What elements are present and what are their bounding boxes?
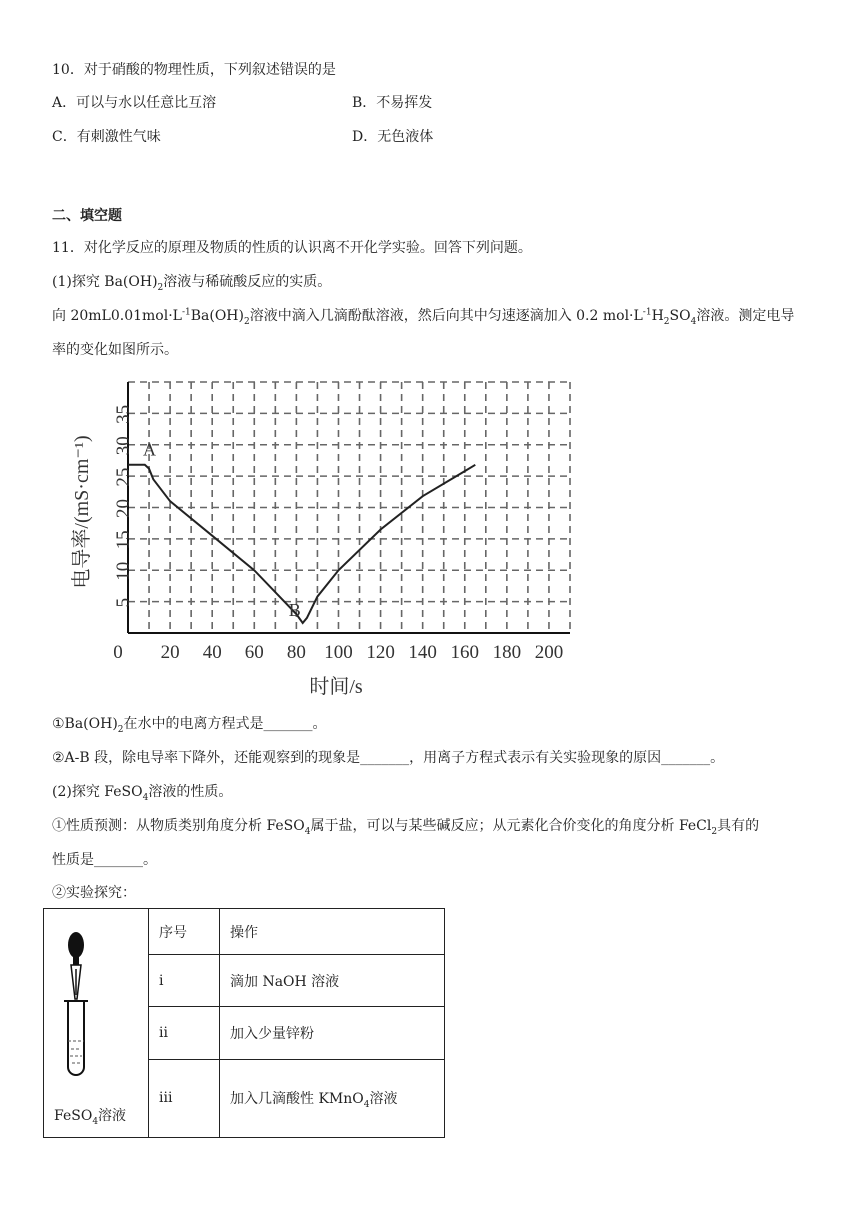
q11-experiment-title: ②实验探究： [52,885,136,901]
y-tick-label: 15 [113,530,134,550]
q11-stem: 11．对化学反应的原理及物质的性质的认识离不开化学实验。回答下列问题。 [52,240,532,256]
x-tick-label: 100 [324,642,353,663]
header-op: 操作 [220,909,445,955]
y-tick-label: 35 [113,404,134,424]
x-tick-label: 200 [534,642,564,663]
x-tick-label: 80 [286,642,306,663]
dropper-test-tube-icon [44,909,148,1137]
header-seq: 序号 [149,909,220,955]
q11-description: 向 $20mL0.01mol\cdot L^{-1}Ba(OH)_2$溶液中滴入几滴酚酞溶液，然后向其中匀速逐滴加入 0.2 $mol\cdot L^{-1}H_2SO_4$溶液。测定电导 [52,307,795,327]
row-seq: i [149,955,220,1007]
row-op: 加入几滴酸性 KMnO$_4$溶液 [220,1059,445,1137]
x-tick-label: 20 [160,642,180,663]
q11-part1-title: (1)探究 $Ba(OH)_2$溶液与稀硫酸反应的实质。 [52,274,332,293]
q11-sub1: $①Ba(OH)_2$在水中的电离方程式是_______。 [52,716,327,735]
y-axis-label: 电导率/(mS·cm⁻¹) [71,435,93,589]
q11-description-line2: 率的变化如图所示。 [52,342,178,358]
q10-option-a: A．可以与水以任意比互溶 [52,95,217,111]
q10-option-d: D．无色液体 [352,129,434,145]
y-tick-label: 30 [113,436,134,456]
y-tick-label: 5 [113,597,134,608]
row-seq: iii [149,1059,220,1137]
q10-option-b: B．不易挥发 [352,95,433,111]
row-seq: ii [149,1007,220,1059]
annotation-b: B [288,599,301,620]
x-tick-label: 140 [408,642,437,663]
row-op: 加入少量锌粉 [220,1007,445,1059]
chart-grid [128,382,570,633]
annotation-a: A [143,439,157,460]
x-tick-label: 60 [244,642,264,663]
y-tick-label: 25 [113,467,134,487]
q10-stem: 10．对于硝酸的物理性质，下列叙述错误的是 [52,62,336,78]
x-tick-label: 180 [492,642,522,663]
q10-option-c: C．有刺激性气味 [52,129,161,145]
section-title: 二、填空题 [52,208,122,224]
q11-prediction-line2: 性质是_______。 [52,852,157,868]
apparatus-cell [44,909,149,1138]
x-tick-label: 0 [113,642,123,663]
y-tick-label: 20 [113,499,134,518]
q11-part2-title: (2)探究 FeSO$_4$溶液的性质。 [52,784,233,803]
x-tick-label: 160 [450,642,480,663]
y-tick-label: 10 [113,561,134,581]
conductivity-chart [60,372,580,702]
q11-prediction: ①性质预测：从物质类别角度分析 FeSO$_4$属于盐，可以与某些碱反应；从元素化合价变化的角度分析 FeCl$_2$具有的 [52,818,760,837]
row-op: 滴加 NaOH 溶液 [220,955,445,1007]
q11-sub2: ②A-B 段，除电导率下降外，还能观察到的现象是_______，用离子方程式表示有关实验现象的原因_______。 [52,750,725,766]
x-tick-label: 40 [202,642,222,663]
x-tick-label: 120 [366,642,395,663]
tube-label: FeSO$_4$溶液 [54,1108,127,1127]
experiment-table [43,908,445,1138]
x-axis-label: 时间/s [309,676,363,698]
